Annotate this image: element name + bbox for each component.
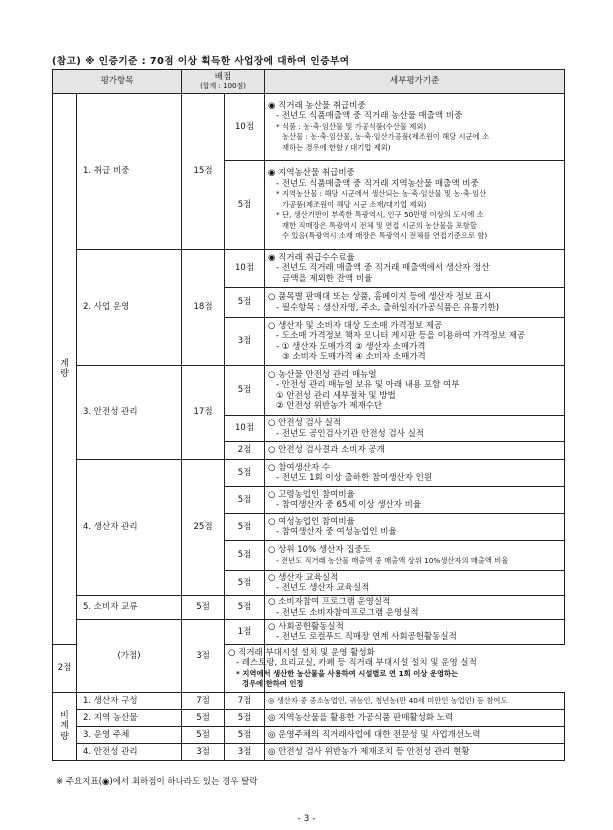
criteria-header: (참고) ※ 인증기준 : 70점 이상 획득한 사업장에 대하여 인증부여 — [52, 56, 350, 67]
item-name: 1. 생산자 구성 — [77, 693, 182, 710]
sub-score: 5점 — [225, 710, 265, 727]
item-total: 5점 — [182, 710, 225, 727]
detail-cell: ◎ 안전성 검사 위반농가 제재조치 등 안전성 관리 현황 — [265, 744, 565, 761]
category-measured: 계량 — [53, 94, 77, 645]
item-name: 4. 생산자 관리 — [77, 460, 182, 596]
category-non-measured: 비계량 — [53, 693, 77, 761]
sub-score: 5점 — [225, 288, 265, 318]
detail-cell: ◉ 직거래 농산물 취급비중 - 전년도 식품매출액 중 직거래 농산물 매출액 비중 * 식품 : 농·축·임산물 및 가공식품(수산물 제외) 농산물 : 농·축·임산물, 농·축·임산가공품(제조원이 해당 시군에 소 재하는 경우에 한함 / 대기업 제외) — [265, 94, 565, 161]
item-name: (가점) — [77, 620, 182, 693]
detail-cell: ○ 생산자 및 소비자 대상 도소매 가격정보 제공 - 도소매 가격정보 책자 모니터 게시판 등을 이용하여 가격정보 제공 - ① 생산자 도매가격 ② 생산자 소매가격 ③ 소비자 도매가격 ④ 소비자 소매가격 — [265, 318, 565, 366]
table-row — [53, 727, 565, 744]
item-name: 1. 취급 비중 — [77, 94, 182, 250]
sub-score: 5점 — [225, 596, 265, 620]
item-total: 25점 — [182, 460, 225, 596]
footnote: ※ 주요지표(◉)에서 최하점이 하나라도 있는 경우 탈락 — [56, 777, 258, 787]
item-total: 18점 — [182, 250, 225, 366]
sub-score: 5점 — [225, 571, 265, 596]
table-row — [53, 596, 565, 620]
detail-cell: ○ 상위 10% 생산자 집중도 - 전년도 직거래 농산물 매출액 중 매출액 상위 10%생산자의 매출액 비율 — [265, 541, 565, 571]
sub-score: 5점 — [225, 460, 265, 487]
table-row — [53, 744, 565, 761]
sub-score: 1점 — [225, 620, 265, 645]
detail-cell: ◎ 생산자 중 중소농업인, 귀농인, 청년농(만 40세 미만인 농업인) 등 참여도 — [265, 693, 565, 710]
item-total: 5점 — [182, 596, 225, 620]
detail-cell: ○ 안전성 검사결과 소비자 공개 — [265, 442, 565, 460]
sub-score: 2점 — [53, 645, 77, 693]
sub-score: 5점 — [225, 366, 265, 416]
item-total: 15점 — [182, 94, 225, 250]
item-total: 7점 — [182, 693, 225, 710]
detail-cell: ◎ 지역농산물을 활용한 가공식품 판매활성화 노력 — [265, 710, 565, 727]
sub-score: 2점 — [225, 442, 265, 460]
col-header-score: 배점 (합계 : 100점) — [182, 70, 265, 94]
table-header-row — [53, 70, 565, 94]
detail-cell: ◉ 직거래 취급수수료율 - 전년도 직거래 매출액 중 직거래 매출액에서 생산자 정산 금액을 제외한 잔액 비율 — [265, 250, 565, 288]
sub-score: 5점 — [225, 514, 265, 541]
page-number: - 3 - — [297, 814, 316, 824]
detail-cell: ○ 품목별 판매대 또는 상품, 홈페이지 등에 생산자 정보 표시 - 필수항목 : 생산자명, 주소, 출하일자(가공식품은 유통기한) — [265, 288, 565, 318]
item-name: 3. 운영 주체 — [77, 727, 182, 744]
col-header-item: 평가항목 — [53, 70, 182, 94]
sub-score: 7점 — [225, 693, 265, 710]
detail-cell: ○ 참여생산자 수 - 전년도 1회 이상 출하한 참여생산자 인원 — [265, 460, 565, 487]
item-name: 5. 소비자 교류 — [77, 596, 182, 620]
sub-score: 10점 — [225, 416, 265, 442]
table-row — [53, 94, 565, 161]
evaluation-table — [52, 69, 565, 761]
item-name: 3. 안전성 관리 — [77, 366, 182, 460]
table-row — [53, 250, 565, 288]
sub-score: 3점 — [225, 318, 265, 366]
detail-cell: ○ 안전성 검사 실적 - 전년도 공인검사기관 안전성 검사 실적 — [265, 416, 565, 442]
table-row — [53, 693, 565, 710]
detail-cell: ○ 직거래 부대시설 설치 및 운영 활성화 - 레스토랑, 요리교실, 카페 등 직거래 부대시설 설치 및 운영 실적 * 지역에서 생산한 농산물을 사용하여 시설별로 연 1회 이상 운영하는 경우에 한하여 인정 — [225, 645, 265, 693]
table-row — [53, 366, 565, 416]
sub-score: 10점 — [225, 94, 265, 161]
item-total: 3점 — [182, 744, 225, 761]
item-name: 2. 지역 농산물 — [77, 710, 182, 727]
detail-cell: ○ 여성농업인 참여비율 - 참여생산자 중 여성농업인 비율 — [265, 514, 565, 541]
sub-score: 5점 — [225, 487, 265, 514]
sub-score: 10점 — [225, 250, 265, 288]
detail-cell: ○ 소비자참여 프로그램 운영실적 - 전년도 소비자참여프로그램 운영실적 — [265, 596, 565, 620]
item-total: 5점 — [182, 727, 225, 744]
sub-score: 3점 — [225, 744, 265, 761]
table-row — [53, 710, 565, 727]
table-row — [53, 620, 565, 645]
detail-cell: ○ 사회공헌활동실적 - 전년도 로컬푸드 직매장 연계 사회공헌활동실적 — [265, 620, 565, 645]
item-total: 3점 — [182, 620, 225, 693]
item-name: 4. 안전성 관리 — [77, 744, 182, 761]
table-row — [53, 460, 565, 487]
detail-cell: ○ 농산물 안전성 관리 매뉴얼 - 안전성 관리 매뉴얼 보유 및 아래 내용 포함 여부 ① 안전성 관리 세부절차 및 방법 ② 안전성 위반농가 제재수단 — [265, 366, 565, 416]
sub-score: 5점 — [225, 541, 265, 571]
detail-cell: ○ 고령농업인 참여비율 - 참여생산자 중 65세 이상 생산자 비율 — [265, 487, 565, 514]
detail-cell: ◎ 운영주체의 직거래사업에 대한 전문성 및 사업개선노력 — [265, 727, 565, 744]
col-header-detail: 세부평가기준 — [265, 70, 565, 94]
sub-score: 5점 — [225, 161, 265, 250]
sub-score: 5점 — [225, 727, 265, 744]
item-name: 2. 사업 운영 — [77, 250, 182, 366]
item-total: 17점 — [182, 366, 225, 460]
detail-cell: ◉ 지역농산물 취급비중 - 전년도 식품매출액 중 직거래 지역농산물 매출액 비중 * 지역농산물 : 해당 시군에서 생산되는 농·축·임산물 및 농·축·임산 가공품(제조원이 해당 시군 소재/대기업 제외) * 단, 생산기반이 부족한 특광역시, 인구 50만명 이상의 도시에 소 재한 직매장은 특광역시 전체 및 연접 시군의 농산물을 포함할 수 있음(특광역시 소재 매장은 특광역시 전체를 연접기준으로 함) — [265, 161, 565, 250]
detail-cell: ○ 생산자 교육실적 - 전년도 생산자 교육실적 — [265, 571, 565, 596]
